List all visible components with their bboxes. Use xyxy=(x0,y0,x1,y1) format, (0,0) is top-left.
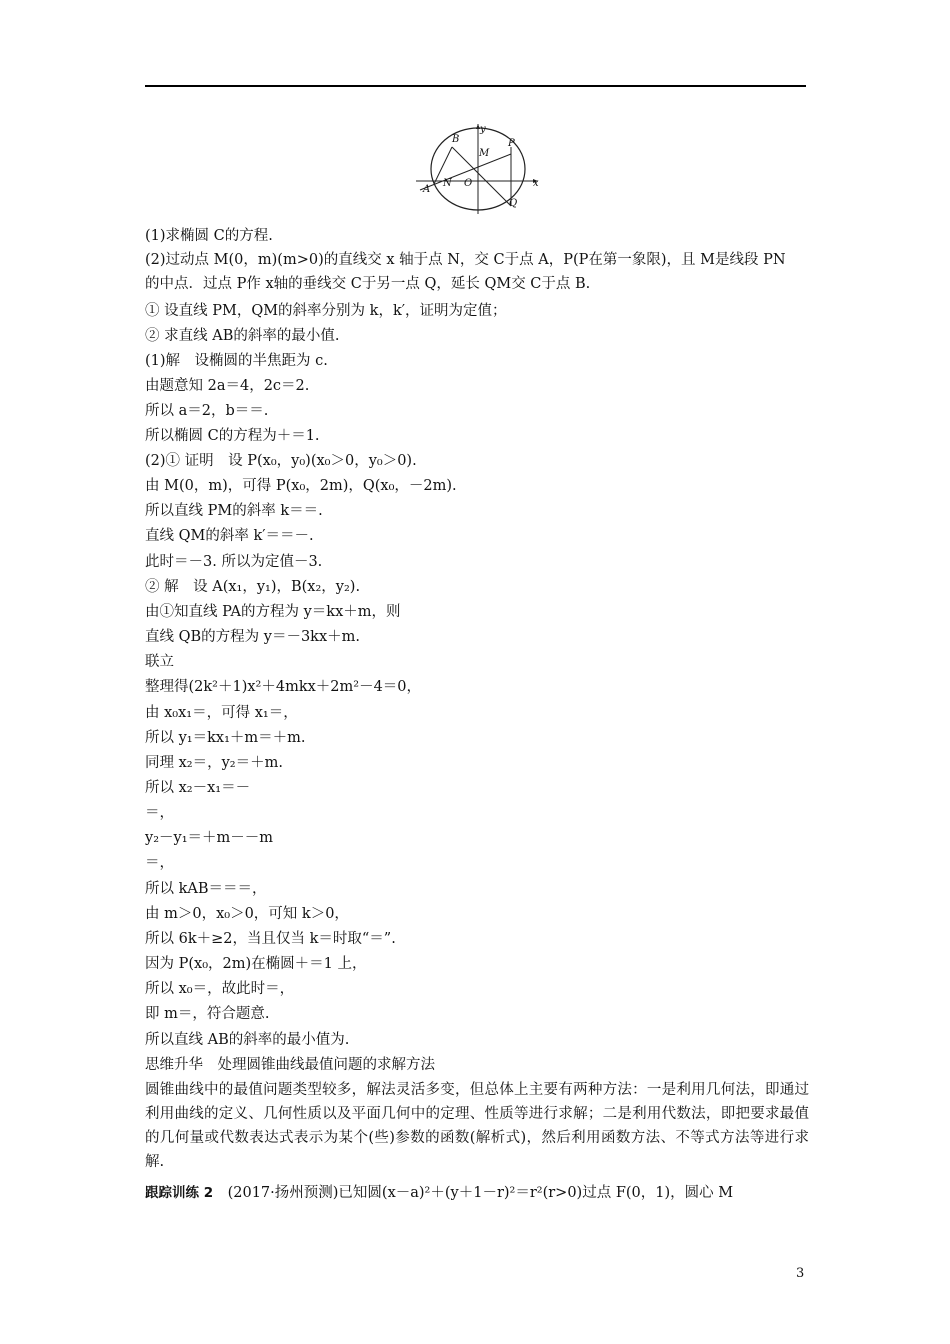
line-6: (1)解 设椭圆的半焦距为 c. xyxy=(145,353,328,369)
ellipse-figure xyxy=(412,118,542,214)
label-p: P xyxy=(508,138,515,149)
label-a: A xyxy=(423,184,431,195)
line-2: (2)过动点 M(0，m)(m>0)的直线交 x 轴于点 N，交 C于点 A，P(P在第一象限)，且 M是线段 PN xyxy=(145,252,786,268)
label-x: x xyxy=(533,178,539,189)
line-24: ＝， xyxy=(145,805,174,821)
line-18: 联立 xyxy=(145,654,174,670)
tracking-text: (2017·扬州预测)已知圆(x－a)²＋(y＋1－r)²＝r²(r>0)过点 F(0，1)，圆心 M xyxy=(213,1185,734,1201)
line-34-heading: 思维升华 处理圆锥曲线最值问题的求解方法 xyxy=(145,1057,435,1073)
ellipse-diagram xyxy=(412,118,542,214)
line-9: 所以椭圆 C的方程为＋＝1. xyxy=(145,428,320,444)
line-27: 所以 kAB＝＝＝， xyxy=(145,881,267,897)
line-21: 所以 y₁＝kx₁＋m＝＋m. xyxy=(145,730,306,746)
line-5: ② 求直线 AB的斜率的最小值. xyxy=(145,328,340,344)
label-o: O xyxy=(464,178,473,189)
line-31: 所以 x₀＝，故此时＝， xyxy=(145,981,295,997)
line-25: y₂－y₁＝＋m－－m xyxy=(145,830,274,846)
label-m: M xyxy=(479,148,490,159)
line-12: 所以直线 PM的斜率 k＝＝. xyxy=(145,503,323,519)
line-4: ① 设直线 PM，QM的斜率分别为 k，k′，证明为定值； xyxy=(145,303,507,319)
line-20: 由 x₀x₁＝，可得 x₁＝， xyxy=(145,705,298,721)
line-13: 直线 QM的斜率 k′＝＝－. xyxy=(145,528,314,544)
line-10: (2)① 证明 设 P(x₀，y₀)(x₀＞0，y₀＞0). xyxy=(145,453,417,469)
line-16: 由①知直线 PA的方程为 y＝kx＋m，则 xyxy=(145,604,401,620)
label-q: Q xyxy=(509,198,518,209)
label-b: B xyxy=(452,134,460,145)
header-rule xyxy=(145,85,806,87)
line-26: ＝， xyxy=(145,855,174,871)
label-n: N xyxy=(443,178,452,189)
tracking-label: 跟踪训练 2 xyxy=(145,1185,214,1201)
line-29: 所以 6k＋≥2，当且仅当 k＝时取“＝”. xyxy=(145,931,396,947)
line-33: 所以直线 AB的斜率的最小值为. xyxy=(145,1032,350,1048)
line-7: 由题意知 2a＝4，2c＝2. xyxy=(145,378,310,394)
page-number: 3 xyxy=(796,1266,805,1281)
summary-paragraph: 圆锥曲线中的最值问题类型较多，解法灵活多变，但总体上主要有两种方法：一是利用几何法，即通过利用曲线的定义、几何性质以及平面几何中的定理、性质等进行求解；二是利用代数法，即把要求最值的几何量或代数表达式表示为某个(些)参数的函数(解析式)，然后利用函数方法、不等式方法等进行求解. xyxy=(145,1082,809,1170)
line-11: 由 M(0，m)，可得 P(x₀，2m)，Q(x₀，－2m). xyxy=(145,478,457,494)
line-15: ② 解 设 A(x₁，y₁)，B(x₂，y₂). xyxy=(145,579,361,595)
line-32: 即 m＝，符合题意. xyxy=(145,1006,270,1022)
label-y: y xyxy=(480,124,486,135)
line-30: 因为 P(x₀，2m)在椭圆＋＝1 上， xyxy=(145,956,367,972)
line-3: 的中点．过点 P作 x轴的垂线交 C于另一点 Q，延长 QM交 C于点 B. xyxy=(145,276,591,292)
line-19: 整理得(2k²＋1)x²＋4mkx＋2m²－4＝0， xyxy=(145,679,422,695)
line-23: 所以 x₂－x₁＝－ xyxy=(145,780,251,796)
line-28: 由 m＞0，x₀＞0，可知 k＞0， xyxy=(145,906,349,922)
line-14: 此时＝－3. 所以为定值－3. xyxy=(145,554,323,570)
line-8: 所以 a＝2，b＝＝. xyxy=(145,403,269,419)
line-1: (1)求椭圆 C的方程. xyxy=(145,228,273,244)
line-22: 同理 x₂＝，y₂＝＋m. xyxy=(145,755,283,771)
line-17: 直线 QB的方程为 y＝－3kx＋m. xyxy=(145,629,360,645)
tracking-exercise xyxy=(145,1184,733,1202)
